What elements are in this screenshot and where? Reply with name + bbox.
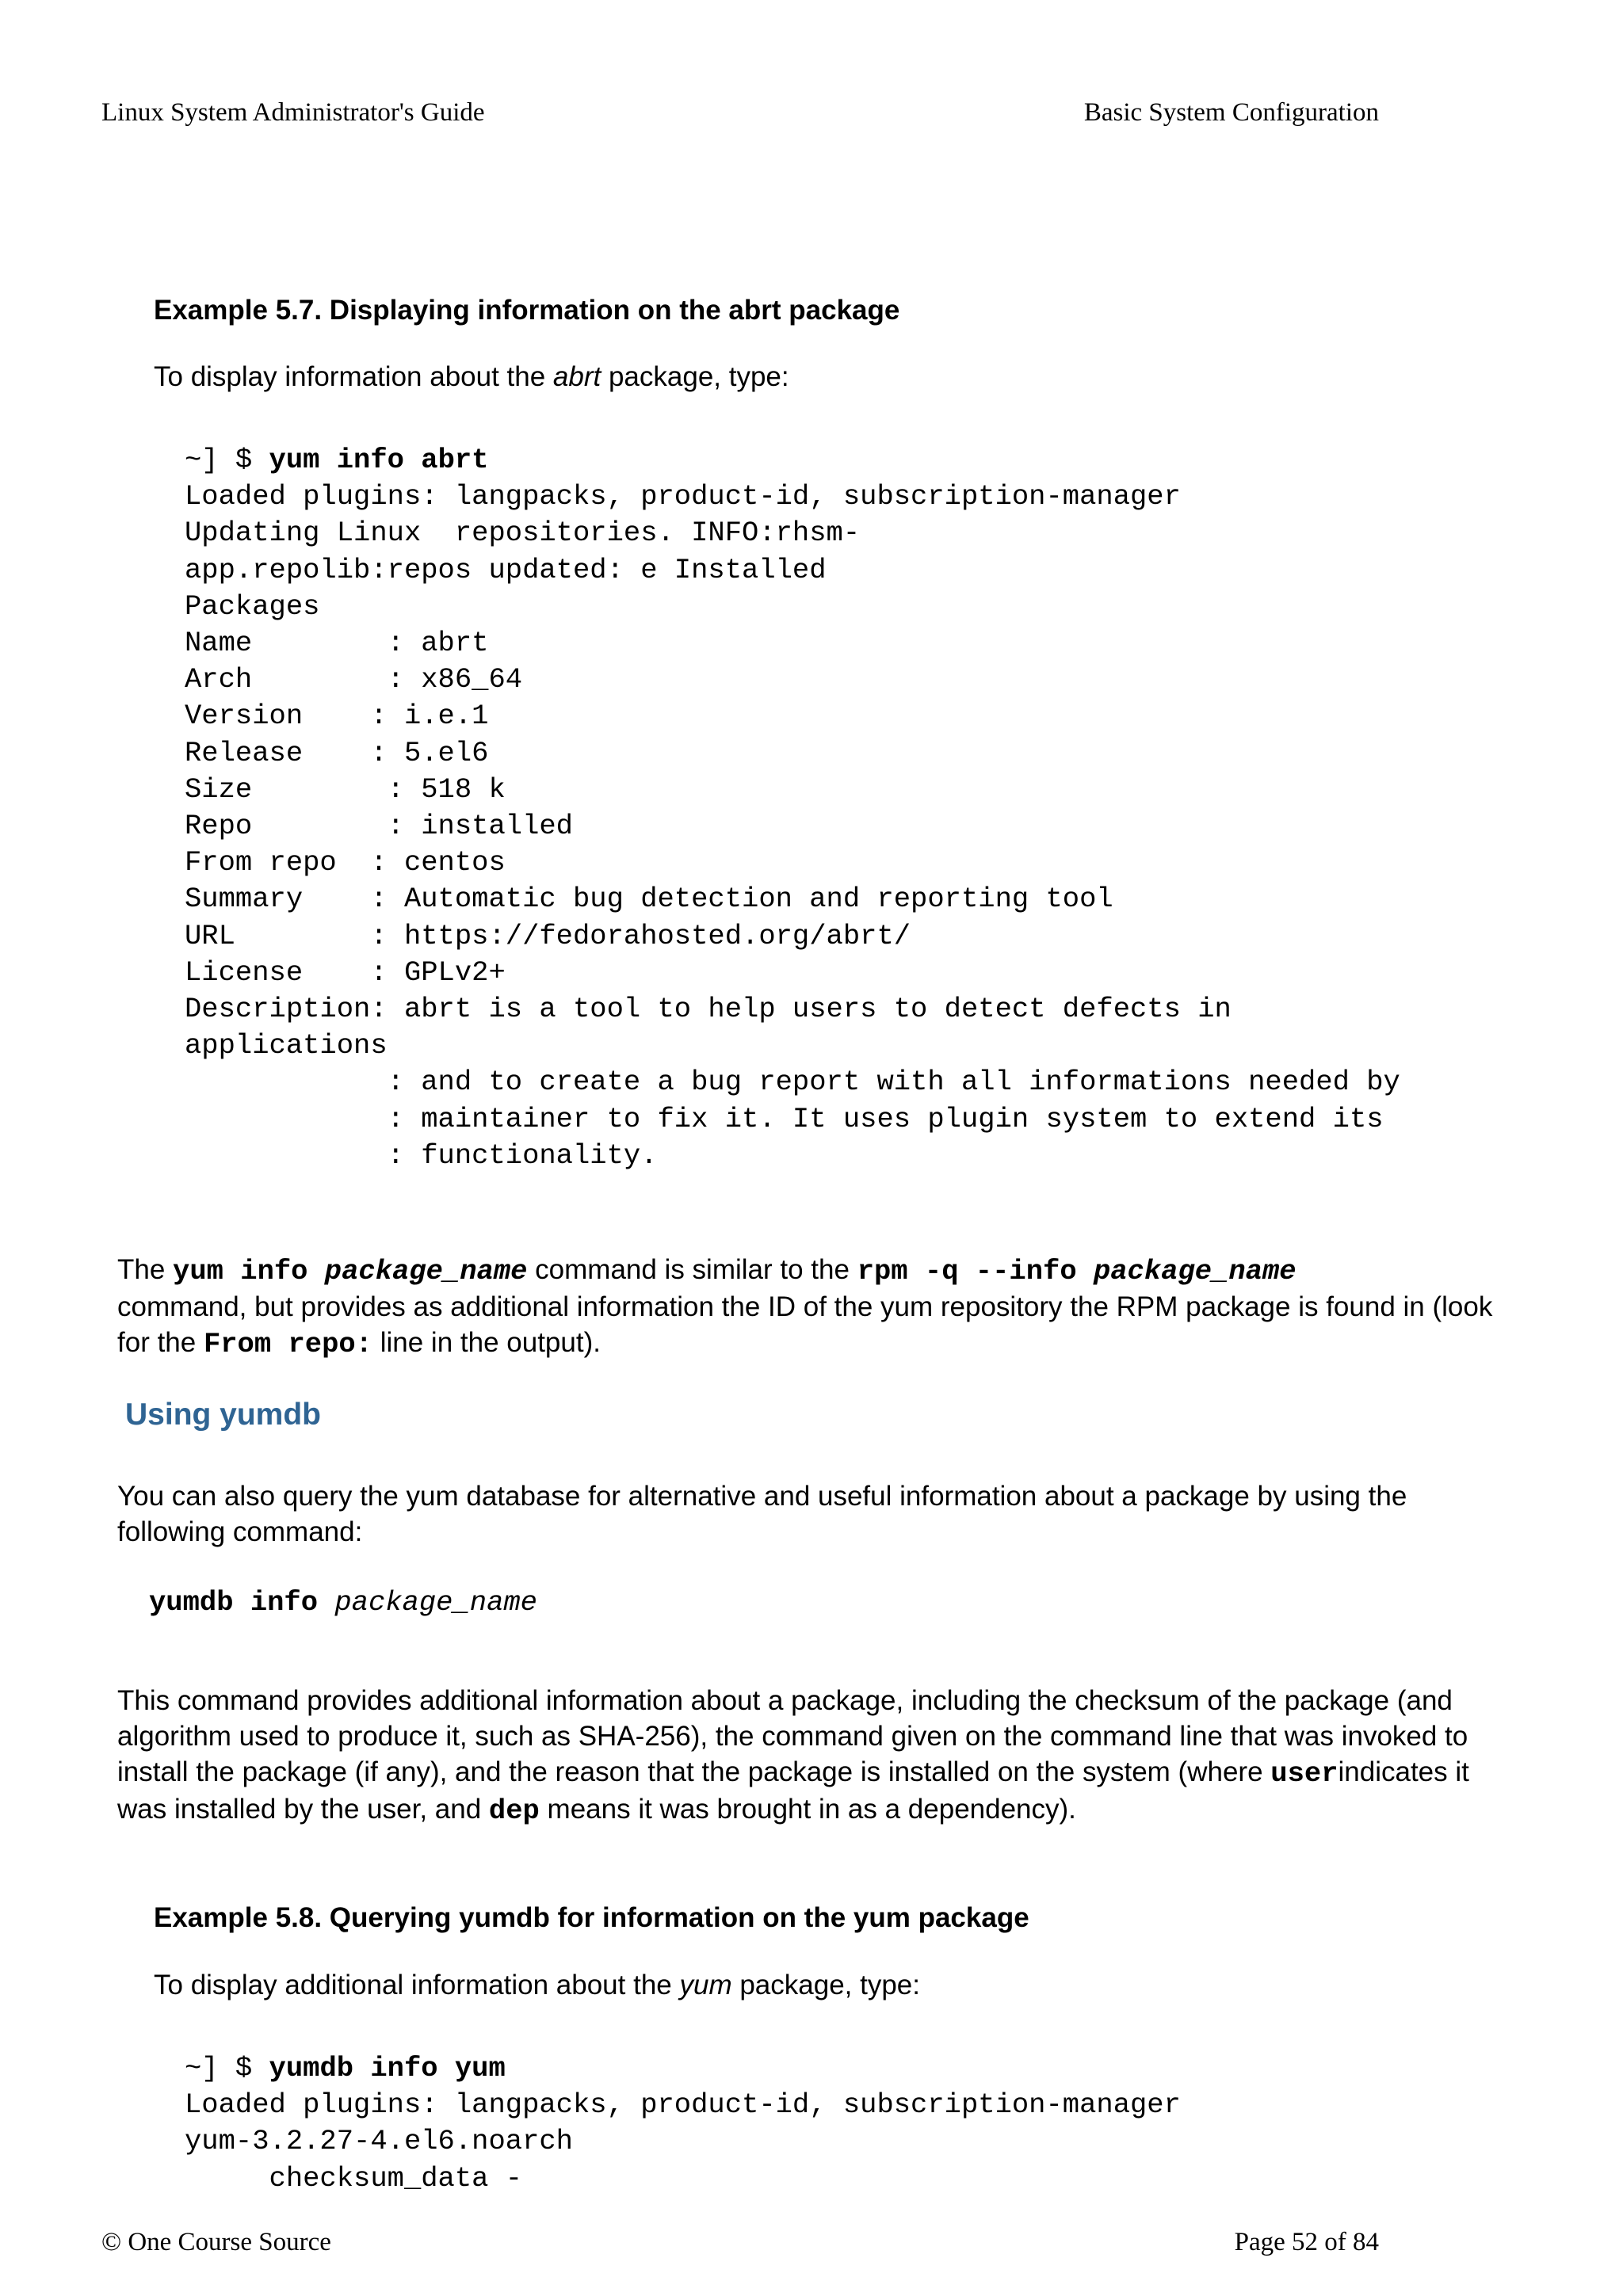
intro-text: To display additional information about the — [154, 1970, 680, 2000]
package-name: abrt — [552, 361, 601, 392]
typed-command: yumdb info yum — [269, 2052, 506, 2084]
command-output: Loaded plugins: langpacks, product-id, subscription-manager yum-3.2.27-4.el6.noarch checksum_data - — [185, 2088, 1181, 2195]
example-5-8-title: Example 5.8. Querying yumdb for information on the yum package — [154, 1902, 1029, 1933]
command-output: Loaded plugins: langpacks, product-id, subscription-manager Updating Linux repositories. INFO:rhsm- app.repolib:repos updated: e Installed Packages Name : abrt Arch : x86_64 Version : i.e.1 Release : 5.el6 Size : 518 k Repo : installed From repo : centos Summary : Automatic bug detection and reporting tool URL : https://fedorahosted.org/abrt/ License : GPLv2+ Description: abrt is a tool to help users to detect defects in applications : and to create a bug report with all informations needed by : maintainer to fix it. It uses plugin system to extend its : functionality. — [185, 480, 1400, 1172]
text: The — [117, 1254, 174, 1285]
text: indicates it was installed by the user, and — [117, 1756, 1469, 1825]
inline-command: yum info — [173, 1255, 325, 1287]
text: line in the output). — [372, 1327, 601, 1358]
text: command, but provides as additional information the ID of the yum repository the RPM package is found in (look for the — [117, 1291, 1493, 1358]
text: command is similar to the — [527, 1254, 857, 1285]
header-chapter-title: Basic System Configuration — [1083, 98, 1379, 127]
example-5-7-title: Example 5.7. Displaying information on the abrt package — [154, 295, 900, 326]
inline-argument: package_name — [324, 1255, 528, 1287]
footer-copyright: © One Course Source — [101, 2228, 331, 2256]
syntax-argument: package_name — [334, 1586, 537, 1619]
inline-keyword-dep: dep — [488, 1794, 540, 1827]
intro-text: To display information about the — [154, 361, 553, 392]
shell-prompt: ~] $ — [185, 2052, 269, 2084]
running-header — [101, 98, 1379, 128]
yumdb-query-paragraph: You can also query the yum database for alternative and useful information about a package by using the following command: — [117, 1481, 1407, 1547]
syntax-command: yumdb info — [149, 1586, 335, 1619]
text: means it was brought in as a dependency). — [539, 1794, 1076, 1825]
shell-prompt: ~] $ — [185, 444, 269, 476]
inline-command: From repo: — [203, 1328, 372, 1360]
text: This command provides additional information about a package, including the checksum of the package (and algorithm used to produce it, such as SHA-256), the command given on the command line that was invoked to install the package (if any), and the reason that the package is installed on the system (where — [117, 1685, 1468, 1787]
running-footer — [101, 2228, 1379, 2257]
typed-command: yum info abrt — [269, 444, 489, 476]
page-number: Page 52 of 84 — [1234, 2228, 1379, 2256]
example-5-8-intro — [154, 1967, 1549, 2003]
yumdb-syntax — [149, 1586, 537, 1619]
package-name: yum — [679, 1970, 732, 2000]
inline-argument: package_name — [1093, 1255, 1296, 1287]
intro-text: package, type: — [601, 361, 789, 392]
intro-text: package, type: — [731, 1970, 920, 2000]
example-5-8-terminal-output — [185, 2050, 1181, 2197]
header-book-title: Linux System Administrator's Guide — [101, 98, 485, 127]
example-5-7-terminal-output — [185, 442, 1400, 1174]
inline-keyword-user: user — [1270, 1757, 1338, 1790]
section-heading: Using yumdb — [125, 1398, 322, 1432]
inline-command: rpm -q --info — [857, 1255, 1094, 1287]
example-5-7-intro — [154, 359, 1549, 395]
yum-info-explanation — [117, 1252, 1512, 1362]
yumdb-description-paragraph — [117, 1683, 1512, 1829]
